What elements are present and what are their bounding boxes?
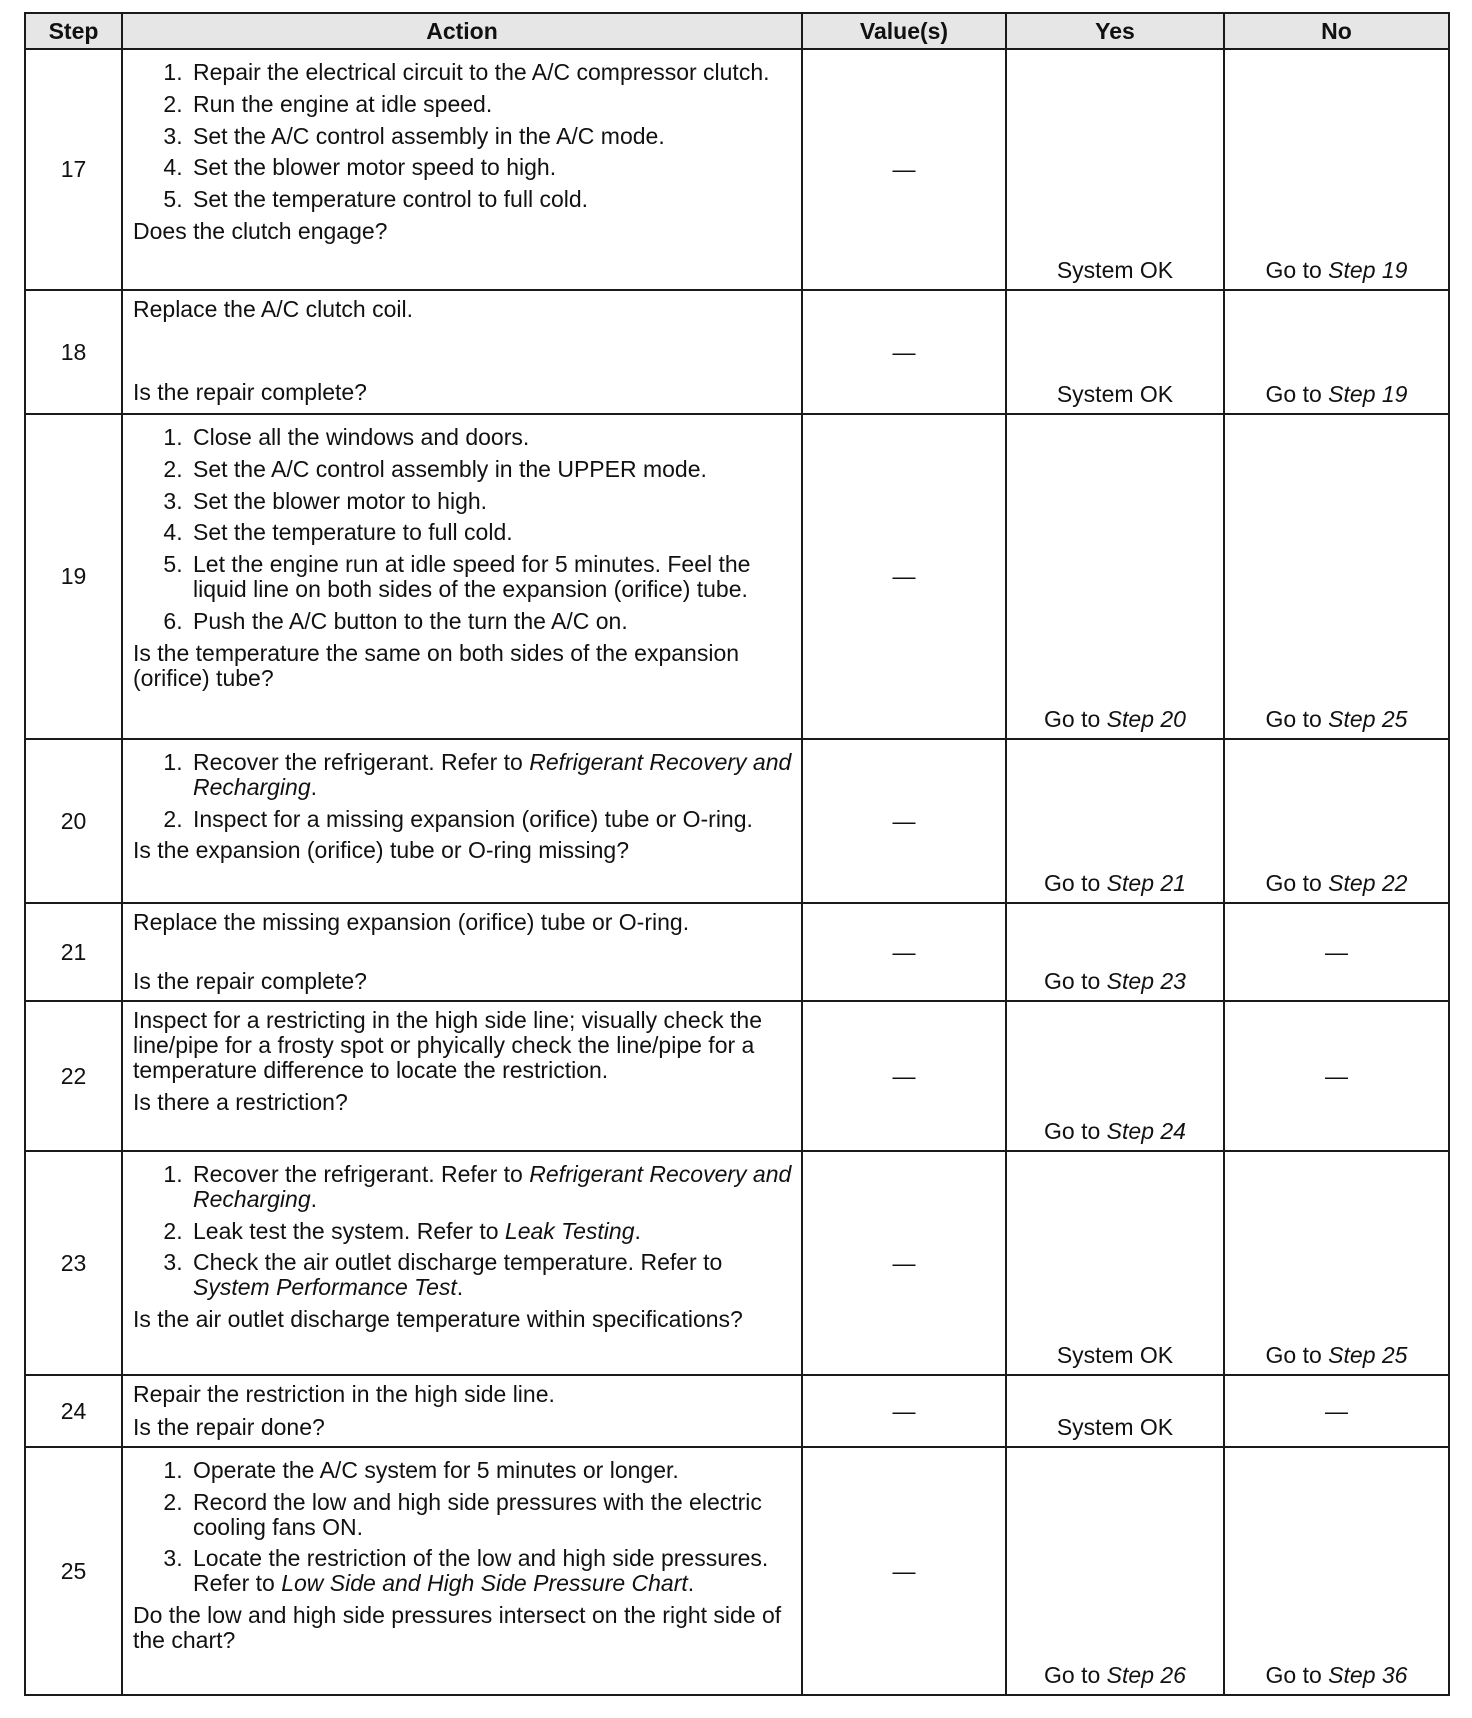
action-step-suffix: . <box>310 1185 318 1212</box>
yes-cell <box>1006 1151 1224 1375</box>
no-goto-text: Go to <box>1265 257 1329 284</box>
no-goto-text: Go to <box>1265 1342 1329 1369</box>
header-no: No <box>1224 13 1449 49</box>
action-question: Is the temperature the same on both sides of the expansion (orifice) tube? <box>133 639 740 691</box>
action-step <box>189 60 793 85</box>
step-number: 22 <box>25 1001 122 1151</box>
step-number: 23 <box>25 1151 122 1375</box>
action-step <box>189 489 793 514</box>
header-yes: Yes <box>1006 13 1224 49</box>
no-step-ref: Step 25 <box>1328 1342 1408 1369</box>
yes-result: System OK <box>1056 257 1174 284</box>
action-step <box>189 1458 793 1483</box>
yes-cell <box>1006 290 1224 414</box>
action-step-text: Recover the refrigerant. Refer to <box>193 749 530 775</box>
no-step-ref: Step 36 <box>1328 1662 1408 1689</box>
action-text: Repair the restriction in the high side line. <box>133 1381 555 1407</box>
no-step-ref: Step 19 <box>1328 257 1408 284</box>
action-step-suffix: . <box>310 773 318 800</box>
no-cell <box>1224 903 1449 1001</box>
header-action: Action <box>122 13 802 49</box>
action-step <box>189 807 793 832</box>
yes-goto-text: Go to <box>1044 1662 1107 1689</box>
value-cell: — <box>802 1447 1006 1695</box>
table-header-row <box>25 13 1449 49</box>
yes-cell <box>1006 903 1224 1001</box>
yes-cell <box>1006 739 1224 903</box>
action-step-text: Set the blower motor to high. <box>193 487 488 514</box>
no-goto-text: Go to <box>1265 870 1329 897</box>
no-cell <box>1224 49 1449 290</box>
action-step-suffix: . <box>687 1570 695 1597</box>
yes-result: System OK <box>1056 381 1174 408</box>
table-row <box>25 290 1449 414</box>
action-step <box>189 124 793 149</box>
yes-goto-text: Go to <box>1044 870 1107 897</box>
action-step-text: Recover the refrigerant. Refer to <box>193 1161 530 1187</box>
value-cell: — <box>802 414 1006 739</box>
step-number: 19 <box>25 414 122 739</box>
action-step <box>189 457 793 482</box>
header-values: Value(s) <box>802 13 1006 49</box>
no-step-ref: Step 25 <box>1328 706 1408 733</box>
no-goto-text: Go to <box>1265 1662 1329 1689</box>
action-step <box>189 155 793 180</box>
table-row <box>25 1001 1449 1151</box>
action-step-text: Close all the windows and doors. <box>193 424 530 450</box>
table-row <box>25 903 1449 1001</box>
table-row <box>25 1151 1449 1375</box>
action-step <box>189 187 793 212</box>
no-step-ref: Step 22 <box>1328 870 1408 897</box>
action-step-text: Repair the electrical circuit to the A/C compressor clutch. <box>193 59 770 85</box>
reference-link: Refrigerant Recovery and Recharging <box>193 749 792 800</box>
value-cell: — <box>802 739 1006 903</box>
action-text: Replace the missing expansion (orifice) tube or O-ring. <box>133 909 690 935</box>
yes-cell <box>1006 1001 1224 1151</box>
yes-cell <box>1006 414 1224 739</box>
action-step <box>189 552 793 602</box>
reference-link: Refrigerant Recovery and Recharging <box>193 1161 792 1212</box>
step-number: 24 <box>25 1375 122 1447</box>
action-cell <box>122 1375 802 1447</box>
table-row <box>25 739 1449 903</box>
reference-link: Leak Testing <box>504 1217 635 1244</box>
table-body <box>25 49 1449 1695</box>
no-goto-text: Go to <box>1265 381 1329 408</box>
yes-step-ref: Step 20 <box>1106 706 1186 733</box>
action-steps <box>133 750 793 831</box>
yes-cell <box>1006 1375 1224 1447</box>
no-step-ref: Step 19 <box>1328 381 1408 408</box>
action-cell <box>122 1447 802 1695</box>
table-row <box>25 1375 1449 1447</box>
action-step-text: Leak test the system. Refer to <box>193 1217 505 1244</box>
action-steps <box>133 1458 793 1596</box>
no-cell <box>1224 1375 1449 1447</box>
step-number: 17 <box>25 49 122 290</box>
action-steps <box>133 425 793 634</box>
action-step-text: Check the air outlet discharge temperature. Refer to <box>193 1249 723 1276</box>
table-row <box>25 49 1449 290</box>
action-step <box>189 1546 793 1596</box>
diagnostic-table <box>24 12 1450 1696</box>
yes-step-ref: Step 23 <box>1106 968 1186 995</box>
yes-step-ref: Step 21 <box>1106 870 1186 897</box>
action-step <box>189 750 793 800</box>
action-steps <box>133 1162 793 1300</box>
value-cell: — <box>802 290 1006 414</box>
action-step <box>189 1219 793 1244</box>
no-cell <box>1224 1001 1449 1151</box>
yes-step-ref: Step 26 <box>1106 1662 1186 1689</box>
action-step <box>189 609 793 634</box>
step-number: 21 <box>25 903 122 1001</box>
yes-goto-text: Go to <box>1044 706 1107 733</box>
no-cell <box>1224 739 1449 903</box>
value-cell: — <box>802 1001 1006 1151</box>
action-step-text: Inspect for a missing expansion (orifice) tube or O-ring. <box>193 805 753 832</box>
action-step-text: Set the blower motor speed to high. <box>193 154 557 181</box>
action-cell <box>122 903 802 1001</box>
value-cell: — <box>802 1375 1006 1447</box>
action-steps <box>133 60 793 212</box>
spacer <box>133 935 793 969</box>
table-row <box>25 1447 1449 1695</box>
action-question: Is there a restriction? <box>133 1089 348 1116</box>
action-step-text: Record the low and high side pressures with the electric cooling fans ON. <box>193 1488 762 1540</box>
action-step <box>189 92 793 117</box>
action-cell <box>122 1001 802 1151</box>
action-question: Do the low and high side pressures intersect on the right side of the chart? <box>133 1602 782 1653</box>
value-cell: — <box>802 903 1006 1001</box>
no-cell <box>1224 414 1449 739</box>
action-text: Inspect for a restricting in the high side line; visually check the line/pipe for a frosty spot or phyically check the line/pipe for a temperature difference to locate the restriction. <box>133 1007 762 1083</box>
action-question: Is the repair complete? <box>133 967 367 994</box>
action-step-text: Set the temperature control to full cold. <box>193 186 589 213</box>
step-number: 25 <box>25 1447 122 1695</box>
no-result: — <box>1325 938 1348 965</box>
action-step <box>189 425 793 450</box>
action-step-text: Set the temperature to full cold. <box>193 519 513 546</box>
action-question: Is the air outlet discharge temperature within specifications? <box>133 1306 743 1333</box>
action-step <box>189 1490 793 1540</box>
yes-result: System OK <box>1056 1342 1174 1369</box>
action-cell <box>122 290 802 414</box>
diagnostic-table-page <box>24 12 1448 1696</box>
action-step-text: Set the A/C control assembly in the A/C mode. <box>193 122 665 149</box>
action-step-text: Operate the A/C system for 5 minutes or longer. <box>193 1457 679 1483</box>
yes-cell <box>1006 1447 1224 1695</box>
action-cell <box>122 49 802 290</box>
yes-goto-text: Go to <box>1044 1118 1107 1145</box>
action-step <box>189 1162 793 1212</box>
action-step-text: Run the engine at idle speed. <box>193 90 493 117</box>
yes-goto-text: Go to <box>1044 968 1107 995</box>
header-step: Step <box>25 13 122 49</box>
table-row <box>25 414 1449 739</box>
action-step-text: Set the A/C control assembly in the UPPER mode. <box>193 455 707 482</box>
action-cell <box>122 739 802 903</box>
action-step <box>189 1250 793 1300</box>
action-question: Is the repair complete? <box>133 378 367 405</box>
action-step-text: Let the engine run at idle speed for 5 minutes. Feel the liquid line on both sides of the expansion (orifice) tube. <box>193 551 751 603</box>
action-step-text: Push the A/C button to the turn the A/C on. <box>193 607 628 634</box>
action-step-suffix: . <box>456 1274 464 1301</box>
no-cell <box>1224 1447 1449 1695</box>
action-text: Replace the A/C clutch coil. <box>133 296 413 322</box>
action-step-suffix: . <box>634 1217 641 1244</box>
value-cell: — <box>802 1151 1006 1375</box>
yes-step-ref: Step 24 <box>1106 1118 1186 1145</box>
yes-cell <box>1006 49 1224 290</box>
reference-link: Low Side and High Side Pressure Chart <box>281 1570 688 1597</box>
step-number: 20 <box>25 739 122 903</box>
step-number: 18 <box>25 290 122 414</box>
no-result: — <box>1325 1062 1348 1089</box>
no-result: — <box>1325 1397 1348 1424</box>
action-cell <box>122 414 802 739</box>
action-step <box>189 520 793 545</box>
no-cell <box>1224 1151 1449 1375</box>
action-question: Is the expansion (orifice) tube or O-ring missing? <box>133 837 629 864</box>
no-goto-text: Go to <box>1265 706 1329 733</box>
action-step-text: Locate the restriction of the low and high side pressures. Refer to <box>193 1545 769 1597</box>
action-question: Does the clutch engage? <box>133 218 388 245</box>
action-question: Is the repair done? <box>133 1413 325 1440</box>
value-cell: — <box>802 49 1006 290</box>
spacer <box>133 322 793 380</box>
no-cell <box>1224 290 1449 414</box>
action-cell <box>122 1151 802 1375</box>
yes-result: System OK <box>1056 1414 1174 1441</box>
reference-link: System Performance Test <box>193 1274 457 1301</box>
